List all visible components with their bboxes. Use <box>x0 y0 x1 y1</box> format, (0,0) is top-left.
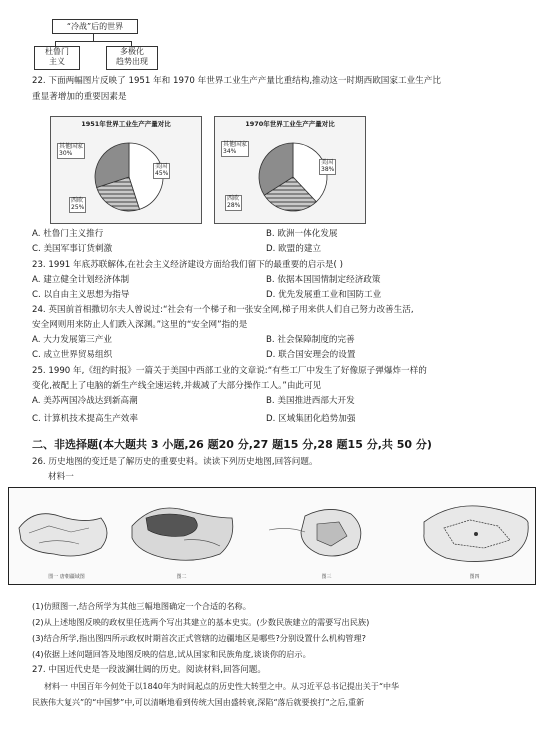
q26-material-label: 材料一 <box>48 472 74 482</box>
section-heading: 二、非选择题(本大题共 3 小题,26 题20 分,27 题15 分,28 题15 分,共 50 分) <box>32 438 432 451</box>
diagram-connector-vertical <box>93 33 94 41</box>
q23-option-a: A. 建立健全计划经济体制 <box>32 275 130 285</box>
map-strip <box>8 487 536 585</box>
q22-stem-line2: 重显著增加的重要因素是 <box>32 92 127 102</box>
q24-option-a: A. 大力发展第三产业 <box>32 335 112 345</box>
q23-stem: 23. 1991 年底苏联解体,在社会主义经济建设方面给我们留下的最重要的启示是( ) <box>32 260 343 270</box>
diagram-left-line1: 杜鲁门 <box>45 47 69 56</box>
pie-chart-1970 <box>214 116 366 224</box>
q27-stem: 27. 中国近代史是一段波澜壮阔的历史。阅读材料,回答问题。 <box>32 665 266 675</box>
q23-option-d: D. 优先发展重工业和国防工业 <box>266 290 382 300</box>
q24-option-c: C. 成立世界贸易组织 <box>32 350 113 360</box>
chart-title-1970: 1970年世界工业生产产量对比 <box>245 120 335 128</box>
diagram-left-box <box>34 46 80 70</box>
map-3-caption: 图三 <box>321 574 332 581</box>
q24-option-d: D. 联合国安理会的设置 <box>266 350 356 360</box>
diagram-top-box <box>52 19 138 34</box>
q27-material-line2: 民族伟大复兴”的“中国梦”中,可以清晰地看到传统大国由盛转衰,深陷“落后就要挨打”之后,重新 <box>32 698 365 707</box>
map-4a-graphic <box>414 488 535 584</box>
pie-label-1970-us: 美国 38% <box>321 159 335 173</box>
q23-option-b: B. 依据本国国情制定经济政策 <box>266 275 381 285</box>
q25-option-b: B. 美国推进西部大开发 <box>266 396 355 406</box>
map-figure-3 <box>239 488 415 584</box>
map-4a-caption: 图四 <box>469 574 480 581</box>
diagram-right-line2: 趋势出现 <box>116 57 148 66</box>
q22-option-a: A. 杜鲁门主义推行 <box>32 229 104 239</box>
q22-stem-line1: 22. 下面两幅图片反映了 1951 年和 1970 年世界工业生产产量比重结构,推动这一时期西欧国家工业生产比 <box>32 76 441 86</box>
diagram-connector-horizontal <box>55 41 131 42</box>
q25-option-c: C. 计算机技术提高生产效率 <box>32 414 138 424</box>
map-figure-2 <box>124 488 240 584</box>
q24-option-b: B. 社会保障制度的完善 <box>266 335 355 345</box>
q26-sub-3: (3)结合所学,指出图四所示政权时期首次正式管辖的边疆地区是哪些?分别设置什么机构管理? <box>32 633 367 643</box>
q22-option-d: D. 欧盟的建立 <box>266 244 322 254</box>
q24-stem-line2: 安全网则用来防止人们跌入深渊。”这里的“安全网”指的是 <box>32 320 248 330</box>
map-figure-1 <box>9 488 125 584</box>
q22-option-b: B. 欧洲一体化发展 <box>266 229 338 239</box>
diagram-right-line1: 多极化 <box>120 47 144 56</box>
q26-sub-2: (2)从上述地图反映的政权里任选两个写出其建立的基本史实。(少数民族建立的需要写出民族) <box>32 617 370 627</box>
map-2-graphic <box>124 488 239 584</box>
q27-material-line1: 材料一 中国百年今何处于以1840年为时间起点的历史性大转型之中。从习近平总书记提出关于“中华 <box>44 682 399 691</box>
q23-option-c: C. 以自由主义思想为指导 <box>32 290 130 300</box>
q26-stem: 26. 历史地图的变迁是了解历史的重要史料。读读下列历史地图,回答问题。 <box>32 457 318 467</box>
q25-option-d: D. 区域集团化趋势加强 <box>266 414 356 424</box>
diagram-left-line2: 主义 <box>49 57 65 66</box>
q26-sub-4: (4)依据上述问题回答及地图反映的信息,试从国家和民族角度,谈谈你的启示。 <box>32 649 311 659</box>
q25-option-a: A. 美苏两国冷战达到新高潮 <box>32 396 138 406</box>
q25-stem-line1: 25. 1990 年,《纽约时报》一篇关于美国中西部工业的文章说:“有些工厂中发生了好像原子弹爆炸一样的 <box>32 366 427 376</box>
q24-stem-line1: 24. 英国前首相撒切尔夫人曾说过:“社会有一个梯子和一张安全网,梯子用来供人们自己努力改善生活, <box>32 305 414 315</box>
pie-chart-1951 <box>50 116 202 224</box>
map-1-caption: 图一 唐朝疆域图 <box>48 574 85 581</box>
map-2-caption: 图二 <box>176 574 187 581</box>
q25-stem-line2: 变化,被配上了电脑的新生产线全速运转,并裁减了大部分操作工人。”由此可见 <box>32 381 322 391</box>
q26-sub-1: (1)仿照图一,结合所学为其他三幅地图确定一个合适的名称。 <box>32 601 251 611</box>
q22-option-c: C. 美国军事订货刺激 <box>32 244 113 254</box>
chart-title-1951: 1951年世界工业生产产量对比 <box>81 120 171 128</box>
map-figure-4a <box>414 488 535 584</box>
pie-label-1970-we: 西欧 28% <box>227 195 241 209</box>
pie-label-1951-we: 西欧 25% <box>71 197 85 211</box>
diagram-right-box <box>106 46 158 70</box>
diagram-top-label: “冷战”后的世界 <box>66 22 124 31</box>
pie-label-1951-other: 其他国家 30% <box>59 143 84 157</box>
pie-label-1951-us: 美国 45% <box>155 163 169 177</box>
pie-label-1970-other: 其他国家 34% <box>223 141 248 155</box>
map-3-graphic <box>239 488 414 584</box>
map-1-graphic <box>9 488 124 584</box>
